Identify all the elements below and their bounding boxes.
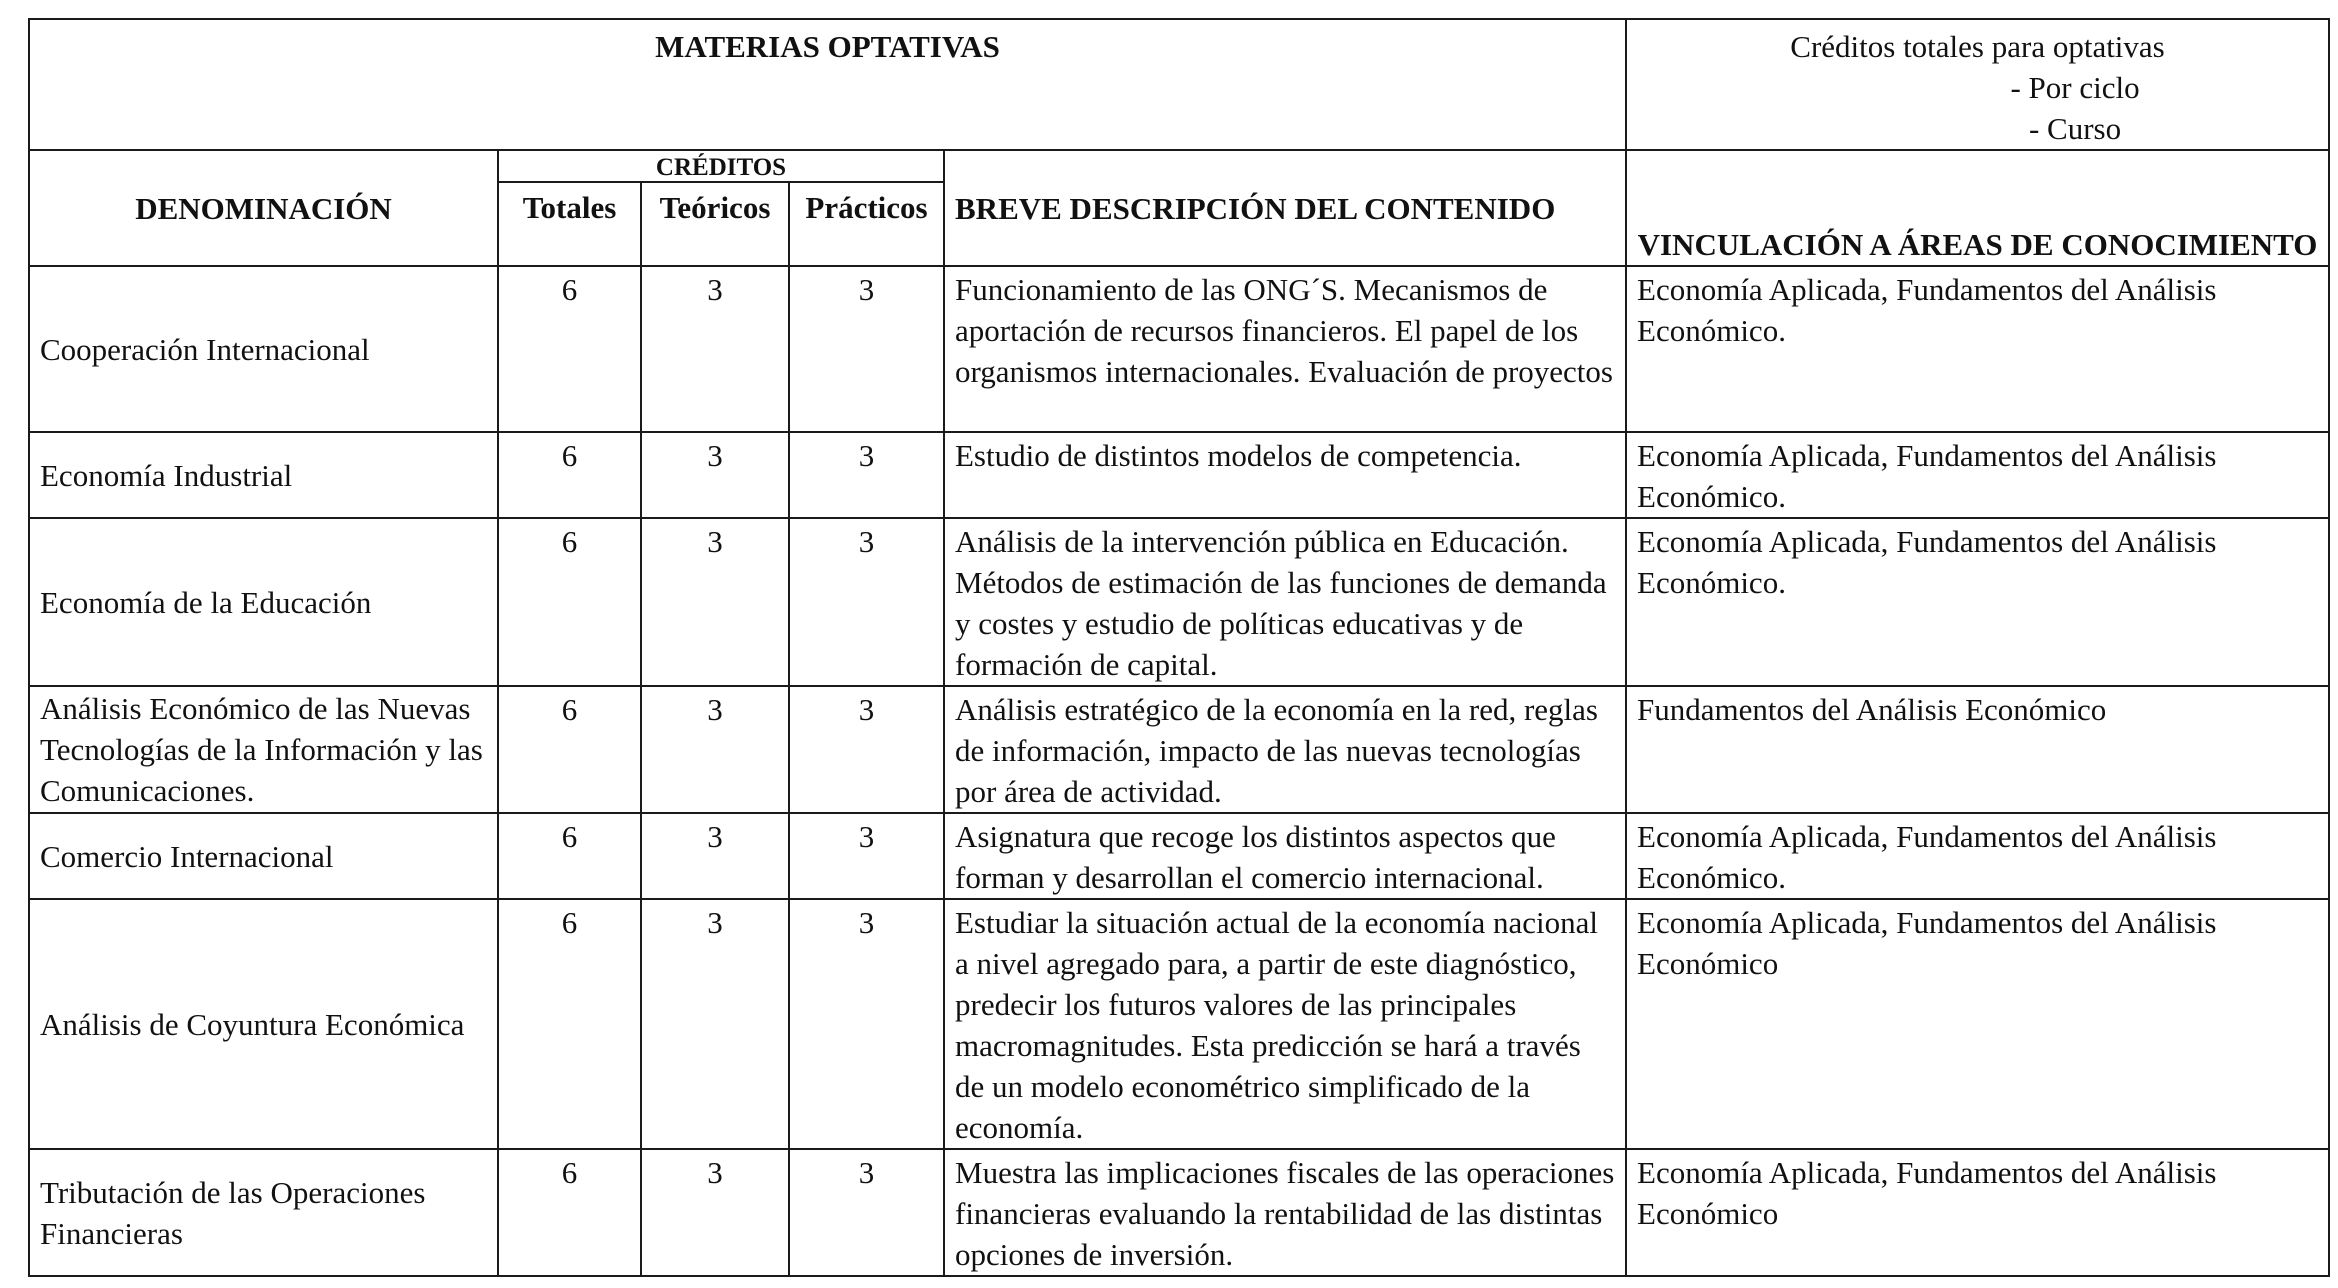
credits-totales: 6 (498, 432, 641, 518)
table-row (29, 686, 2329, 813)
knowledge-areas: Economía Aplicada, Fundamentos del Análisis Económico. (1626, 813, 2329, 899)
teoricos-header: Teóricos (641, 182, 789, 266)
credits-teoricos: 3 (641, 686, 789, 813)
knowledge-areas: Economía Aplicada, Fundamentos del Análisis Económico. (1626, 432, 2329, 518)
subject-description: Asignatura que recoge los distintos aspectos que forman y desarrollan el comercio internacional. (944, 813, 1626, 899)
table-row (29, 1149, 2329, 1276)
table-title: MATERIAS OPTATIVAS (29, 19, 1626, 150)
knowledge-areas: Economía Aplicada, Fundamentos del Análisis Económico. (1626, 266, 2329, 432)
credits-practicos: 3 (789, 518, 944, 686)
credits-teoricos: 3 (641, 432, 789, 518)
subject-name: Economía de la Educación (29, 518, 498, 686)
knowledge-areas: Economía Aplicada, Fundamentos del Análisis Económico (1626, 899, 2329, 1149)
title-row (29, 19, 2329, 150)
subject-name: Comercio Internacional (29, 813, 498, 899)
credits-totales: 6 (498, 686, 641, 813)
credits-totales: 6 (498, 813, 641, 899)
subject-description: Análisis estratégico de la economía en la red, reglas de información, impacto de las nuevas tecnologías por área de actividad. (944, 686, 1626, 813)
credits-totales: 6 (498, 518, 641, 686)
denominacion-header: DENOMINACIÓN (29, 150, 498, 266)
document-page (28, 18, 2328, 1277)
table-row (29, 899, 2329, 1149)
knowledge-areas: Economía Aplicada, Fundamentos del Análisis Económico. (1626, 518, 2329, 686)
subject-description: Estudiar la situación actual de la economía nacional a nivel agregado para, a partir de este diagnóstico, predecir los futuros valores de las principales macromagnitudes. Esta predicción se hará a través de un modelo econométrico simplificado de la economía. (944, 899, 1626, 1149)
practicos-header: Prácticos (789, 182, 944, 266)
knowledge-areas: Fundamentos del Análisis Económico (1626, 686, 2329, 813)
subject-name: Economía Industrial (29, 432, 498, 518)
subject-description: Análisis de la intervención pública en Educación. Métodos de estimación de las funciones de demanda y costes y estudio de políticas educativas y de formación de capital. (944, 518, 1626, 686)
credits-teoricos: 3 (641, 518, 789, 686)
credits-practicos: 3 (789, 899, 944, 1149)
vinculacion-header: VINCULACIÓN A ÁREAS DE CONOCIMIENTO (1626, 150, 2329, 266)
credits-info-line1: Créditos totales para optativas (1790, 29, 2165, 64)
subject-name: Cooperación Internacional (29, 266, 498, 432)
credits-practicos: 3 (789, 266, 944, 432)
credits-info-cell (1626, 19, 2329, 150)
knowledge-areas: Economía Aplicada, Fundamentos del Análisis Económico (1626, 1149, 2329, 1276)
credits-totales: 6 (498, 266, 641, 432)
creditos-header: CRÉDITOS (498, 150, 944, 182)
credits-practicos: 3 (789, 686, 944, 813)
table-row (29, 813, 2329, 899)
credits-info-line3: - Curso (2028, 111, 2122, 146)
subject-description: Muestra las implicaciones fiscales de las operaciones financieras evaluando la rentabilidad de las distintas opciones de inversión. (944, 1149, 1626, 1276)
subject-description: Estudio de distintos modelos de competencia. (944, 432, 1626, 518)
materias-optativas-table (28, 18, 2330, 1277)
credits-totales: 6 (498, 1149, 641, 1276)
credits-teoricos: 3 (641, 266, 789, 432)
credits-info-line2: - Por ciclo (2010, 70, 2140, 105)
credits-teoricos: 3 (641, 1149, 789, 1276)
subject-name: Tributación de las Operaciones Financieras (29, 1149, 498, 1276)
credits-practicos: 3 (789, 1149, 944, 1276)
credits-teoricos: 3 (641, 813, 789, 899)
descripcion-header: BREVE DESCRIPCIÓN DEL CONTENIDO (944, 150, 1626, 266)
subject-description: Funcionamiento de las ONG´S. Mecanismos de aportación de recursos financieros. El papel de los organismos internacionales. Evaluación de proyectos (944, 266, 1626, 432)
table-row (29, 432, 2329, 518)
credits-practicos: 3 (789, 813, 944, 899)
credits-totales: 6 (498, 899, 641, 1149)
table-row (29, 518, 2329, 686)
credits-practicos: 3 (789, 432, 944, 518)
credits-teoricos: 3 (641, 899, 789, 1149)
table-row (29, 266, 2329, 432)
totales-header: Totales (498, 182, 641, 266)
header-row-1 (29, 150, 2329, 182)
subject-name: Análisis Económico de las Nuevas Tecnologías de la Información y las Comunicaciones. (29, 686, 498, 813)
subject-name: Análisis de Coyuntura Económica (29, 899, 498, 1149)
